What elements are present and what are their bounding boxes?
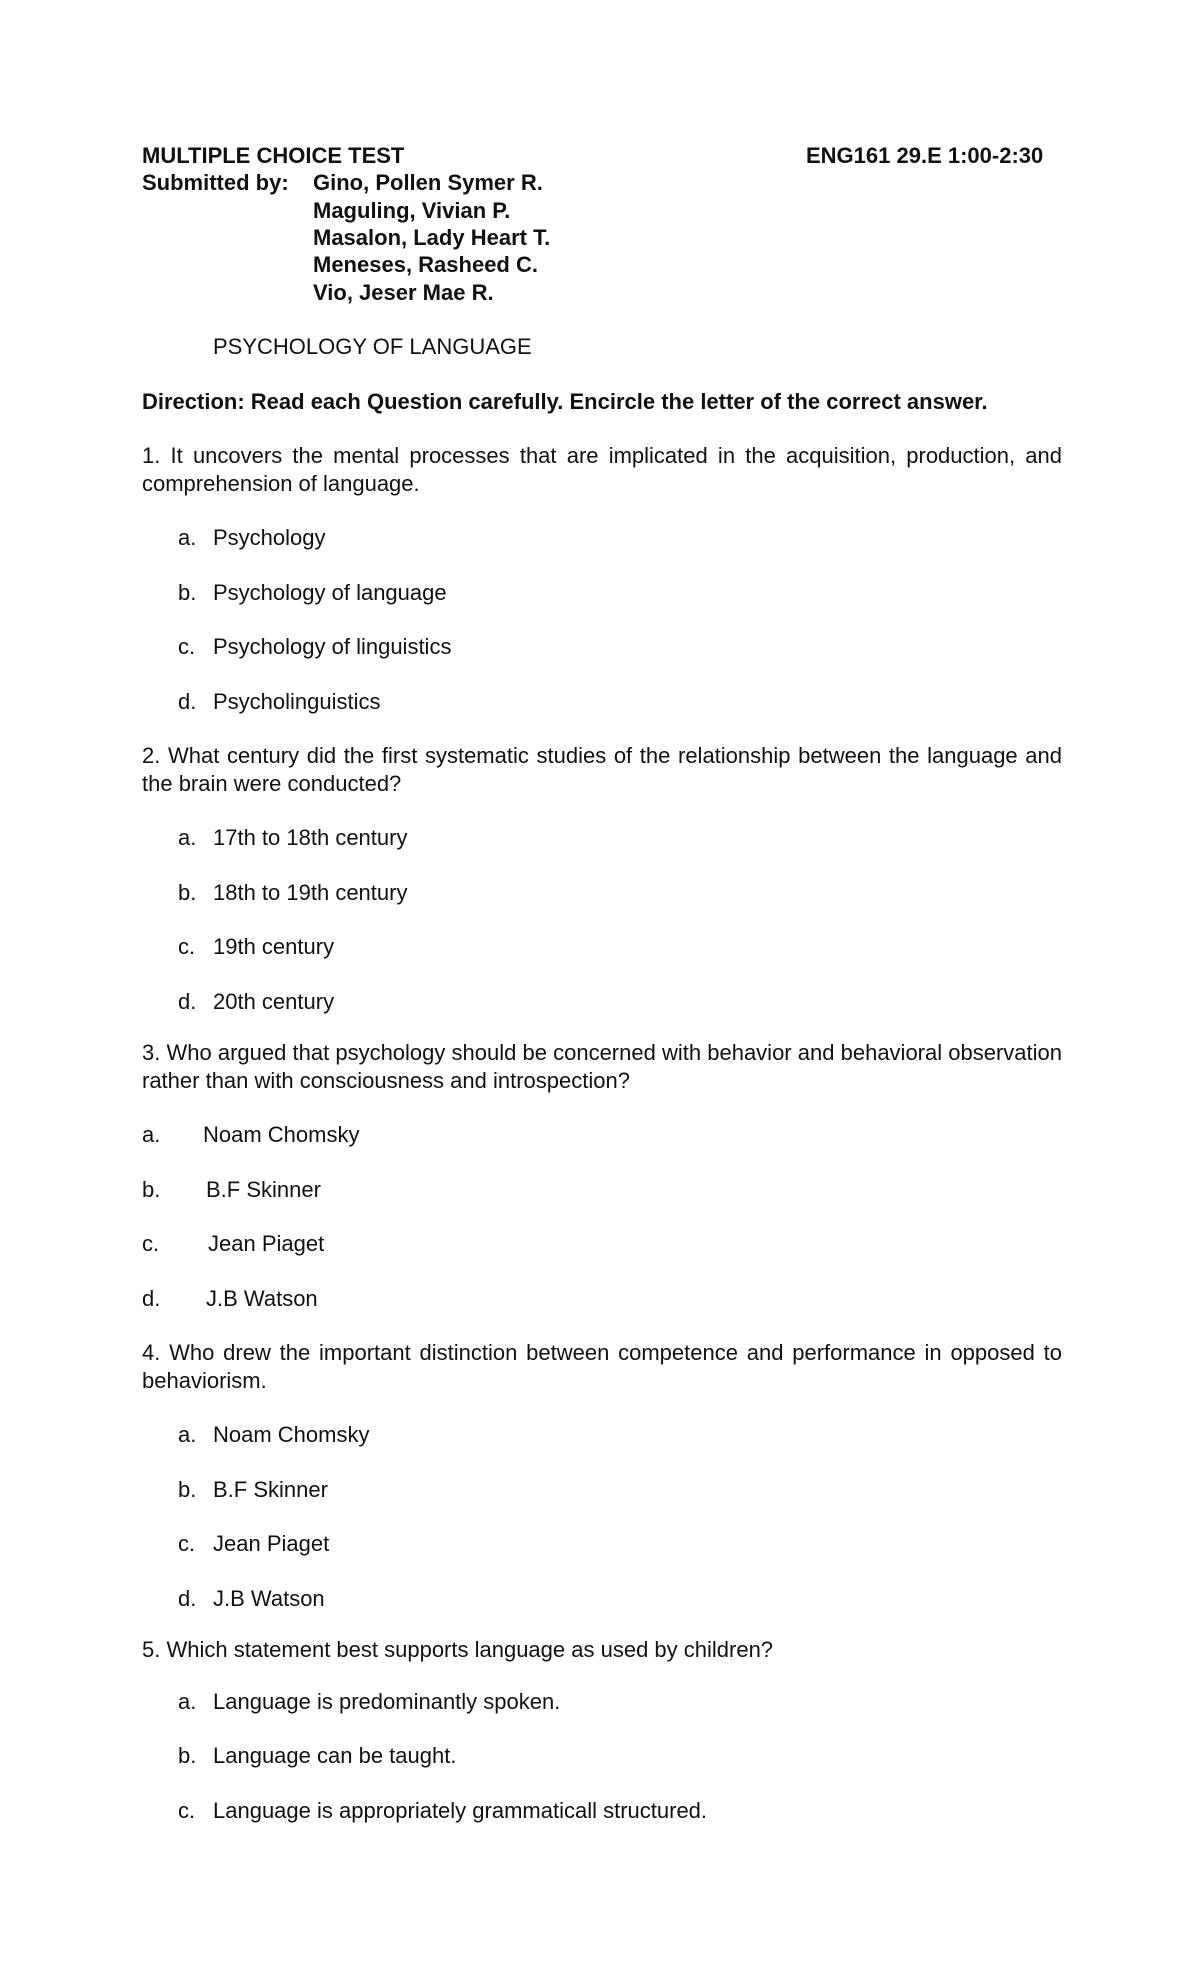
option-letter: c.: [178, 934, 196, 959]
option-text: Psycholinguistics: [213, 689, 381, 714]
option-letter: c.: [142, 1231, 160, 1256]
option-text: 19th century: [213, 934, 335, 959]
option-letter: b.: [178, 580, 197, 605]
option-text: Psychology of language: [213, 580, 447, 605]
option-text: Jean Piaget: [213, 1531, 330, 1556]
question-5-text: 5. Which statement best supports language as used by children?: [142, 1637, 774, 1662]
option-letter: d.: [178, 989, 197, 1014]
option-letter: a.: [178, 825, 197, 850]
option-text: Psychology of linguistics: [213, 634, 452, 659]
author-name: Gino, Pollen Symer R.: [313, 170, 543, 195]
author-name: Meneses, Rasheed C.: [313, 252, 538, 277]
option-letter: a.: [142, 1122, 161, 1147]
option-letter: a.: [178, 1422, 197, 1447]
option-letter: c.: [178, 1531, 196, 1556]
course-code: ENG161 29.E 1:00-2:30: [806, 143, 1044, 168]
author-name: Masalon, Lady Heart T.: [313, 225, 551, 250]
option-letter: b.: [178, 880, 197, 905]
option-letter: d.: [178, 1586, 197, 1611]
option-text: J.B Watson: [206, 1286, 318, 1311]
option-letter: c.: [178, 634, 196, 659]
question-1-text: 1. It uncovers the mental processes that are implicated in the acquisition, production, and comprehension of language.: [142, 443, 1062, 496]
test-title: MULTIPLE CHOICE TEST: [142, 143, 405, 168]
question-2-text: 2. What century did the first systematic studies of the relationship between the language and the brain were conducted?: [142, 743, 1062, 796]
option-letter: a.: [178, 525, 197, 550]
option-text: B.F Skinner: [206, 1177, 321, 1202]
direction-text: Direction: Read each Question carefully. Encircle the letter of the correct answer.: [142, 389, 988, 414]
author-name: Vio, Jeser Mae R.: [313, 280, 494, 305]
author-name: Maguling, Vivian P.: [313, 198, 511, 223]
option-text: Language is predominantly spoken.: [213, 1689, 561, 1714]
option-text: Language can be taught.: [213, 1743, 457, 1768]
option-letter: b.: [142, 1177, 161, 1202]
option-letter: d.: [178, 689, 197, 714]
option-text: Noam Chomsky: [213, 1422, 370, 1447]
subject-title: PSYCHOLOGY OF LANGUAGE: [213, 334, 532, 359]
option-text: Noam Chomsky: [203, 1122, 360, 1147]
option-text: 20th century: [213, 989, 335, 1014]
question-4-text: 4. Who drew the important distinction between competence and performance in opposed to behaviorism.: [142, 1340, 1062, 1393]
option-text: Jean Piaget: [208, 1231, 325, 1256]
option-letter: d.: [142, 1286, 161, 1311]
option-text: Psychology: [213, 525, 326, 550]
option-text: B.F Skinner: [213, 1477, 328, 1502]
option-text: 18th to 19th century: [213, 880, 408, 905]
submitted-by-label: Submitted by:: [142, 170, 289, 195]
option-letter: b.: [178, 1743, 197, 1768]
option-letter: b.: [178, 1477, 197, 1502]
option-letter: c.: [178, 1798, 196, 1823]
option-text: 17th to 18th century: [213, 825, 408, 850]
option-letter: a.: [178, 1689, 197, 1714]
option-text: Language is appropriately grammaticall structured.: [213, 1798, 708, 1823]
option-text: J.B Watson: [213, 1586, 325, 1611]
question-3-text: 3. Who argued that psychology should be concerned with behavior and behavioral observation rather than with consciousness and introspection?: [142, 1040, 1062, 1093]
